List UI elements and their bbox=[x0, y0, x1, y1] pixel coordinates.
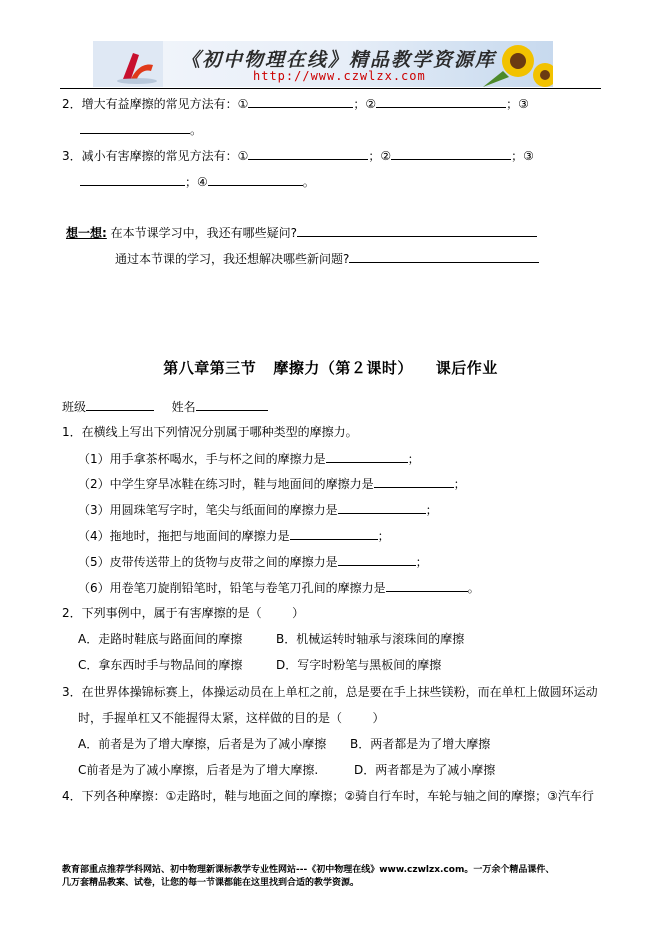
hw1-item-text: （2）中学生穿旱冰鞋在练习时，鞋与地面间的摩擦力是 bbox=[78, 477, 374, 491]
blank[interactable] bbox=[338, 501, 426, 514]
hw1-item-text: （4）拖地时，拖把与地面间的摩擦力是 bbox=[78, 529, 290, 543]
hw1-stem: 1．在横线上写出下列情况分别属于哪种类型的摩擦力。 bbox=[62, 425, 358, 439]
header-banner bbox=[93, 41, 553, 87]
blank[interactable] bbox=[374, 475, 454, 488]
blank[interactable] bbox=[376, 95, 506, 108]
hw3-option-a[interactable]: A．前者是为了增大摩擦，后者是为了减小摩擦 bbox=[78, 737, 327, 751]
intro-q3-sep: ；③ bbox=[511, 149, 534, 163]
intro-q2-sep: ；② bbox=[353, 97, 377, 111]
section-title: 第八章第三节 摩擦力（第２课时） 课后作业 bbox=[163, 359, 498, 377]
blank[interactable] bbox=[386, 579, 468, 592]
intro-q2-line2 bbox=[80, 121, 202, 138]
blank[interactable] bbox=[290, 527, 378, 540]
hw2-option-c[interactable]: C．拿东西时手与物品间的摩擦 bbox=[78, 658, 243, 672]
intro-q2-lead: 2．增大有益摩擦的常见方法有：① bbox=[62, 97, 249, 111]
header-rule bbox=[60, 88, 601, 89]
hw1-item bbox=[78, 475, 466, 492]
hw1-item-text: （3）用圆珠笔写字时，笔尖与纸面间的摩擦力是 bbox=[78, 503, 338, 517]
hw1-item-text: （1）用手拿茶杯喝水，手与杯之间的摩擦力是 bbox=[78, 452, 326, 466]
think-line1 bbox=[66, 224, 537, 241]
intro-q2-line1 bbox=[62, 95, 529, 112]
blank[interactable] bbox=[391, 147, 511, 160]
blank[interactable] bbox=[326, 450, 408, 463]
item-end: ； bbox=[415, 555, 428, 569]
blank[interactable] bbox=[80, 121, 190, 134]
name-field[interactable] bbox=[196, 398, 268, 411]
hw2-option-d[interactable]: D．写字时粉笔与黑板间的摩擦 bbox=[276, 658, 442, 672]
hw3-stem-line2: 时，手握单杠又不能握得太紧，这样做的目的是（ ） bbox=[78, 711, 385, 725]
hw3-option-d[interactable]: D．两者都是为了减小摩擦 bbox=[354, 763, 496, 777]
item-end: ； bbox=[453, 477, 466, 491]
banner-url[interactable]: http://www.czwlzx.com bbox=[253, 69, 426, 83]
hw3-stem-line1: 3．在世界体操锦标赛上，体操运动员在上单杠之前，总是要在手上抹些镁粉，而在单杠上做圆环运动 bbox=[62, 685, 598, 699]
think-label: 想一想: bbox=[66, 226, 107, 240]
think-question-2: 通过本节课的学习，我还想解决哪些新问题? bbox=[115, 252, 350, 266]
intro-q3-line1 bbox=[62, 147, 534, 164]
intro-q3-lead: 3．减小有害摩擦的常见方法有：① bbox=[62, 149, 249, 163]
footer-line2: 几万套精品教案、试卷，让您的每一节课都能在这里找到合适的教学资源。 bbox=[62, 878, 360, 888]
item-end: ； bbox=[377, 529, 390, 543]
intro-q3-line2 bbox=[80, 173, 315, 190]
item-end: ； bbox=[407, 452, 420, 466]
intro-q3-sep: ；④ bbox=[185, 175, 208, 189]
intro-q2-sep: ；③ bbox=[506, 97, 529, 111]
banner-title: 《初中物理在线》精品教学资源库 bbox=[181, 49, 497, 71]
hw2-stem: 2．下列事例中，属于有害摩擦的是（ ） bbox=[62, 606, 305, 620]
hw1-item bbox=[78, 579, 480, 596]
item-end: 。 bbox=[467, 581, 480, 595]
hw1-item-text: （6）用卷笔刀旋削铅笔时，铅笔与卷笔刀孔间的摩擦力是 bbox=[78, 581, 386, 595]
blank[interactable] bbox=[349, 250, 539, 263]
hw1-item bbox=[78, 501, 438, 518]
class-label: 班级 bbox=[62, 400, 87, 414]
hw1-item-text: （5）皮带传送带上的货物与皮带之间的摩擦力是 bbox=[78, 555, 338, 569]
name-label: 姓名 bbox=[171, 400, 196, 414]
blank[interactable] bbox=[338, 553, 416, 566]
blank[interactable] bbox=[208, 173, 303, 186]
blank[interactable] bbox=[248, 147, 368, 160]
hw1-item bbox=[78, 553, 428, 570]
blank[interactable] bbox=[248, 95, 353, 108]
student-info bbox=[62, 398, 268, 415]
item-end: ； bbox=[425, 503, 438, 517]
hw3-option-c[interactable]: C前者是为了减小摩擦，后者是为了增大摩擦. bbox=[78, 763, 319, 777]
sunflower-icon bbox=[463, 41, 553, 87]
hw2-option-b[interactable]: B．机械运转时轴承与滚珠间的摩擦 bbox=[276, 632, 465, 646]
period: 。 bbox=[302, 175, 315, 189]
period: 。 bbox=[190, 123, 203, 137]
hw1-item bbox=[78, 450, 420, 467]
hw2-option-a[interactable]: A．走路时鞋底与路面间的摩擦 bbox=[78, 632, 243, 646]
intro-q3-sep: ；② bbox=[368, 149, 392, 163]
think-question-1: 在本节课学习中，我还有哪些疑问? bbox=[110, 226, 298, 240]
site-logo-icon bbox=[93, 41, 163, 87]
class-field[interactable] bbox=[86, 398, 154, 411]
hw3-option-b[interactable]: B．两者都是为了增大摩擦 bbox=[350, 737, 491, 751]
blank[interactable] bbox=[297, 224, 537, 237]
hw4-stem: 4．下列各种摩擦：①走路时，鞋与地面之间的摩擦；②骑自行车时，车轮与轴之间的摩擦；③汽车行 bbox=[62, 789, 594, 803]
footer-line1: 教育部重点推荐学科网站、初中物理新课标教学专业性网站---《初中物理在线》www.czwlzx.com。一万余个精品课件、 bbox=[62, 865, 555, 875]
think-line2 bbox=[115, 250, 539, 267]
hw1-item bbox=[78, 527, 390, 544]
blank[interactable] bbox=[80, 173, 185, 186]
